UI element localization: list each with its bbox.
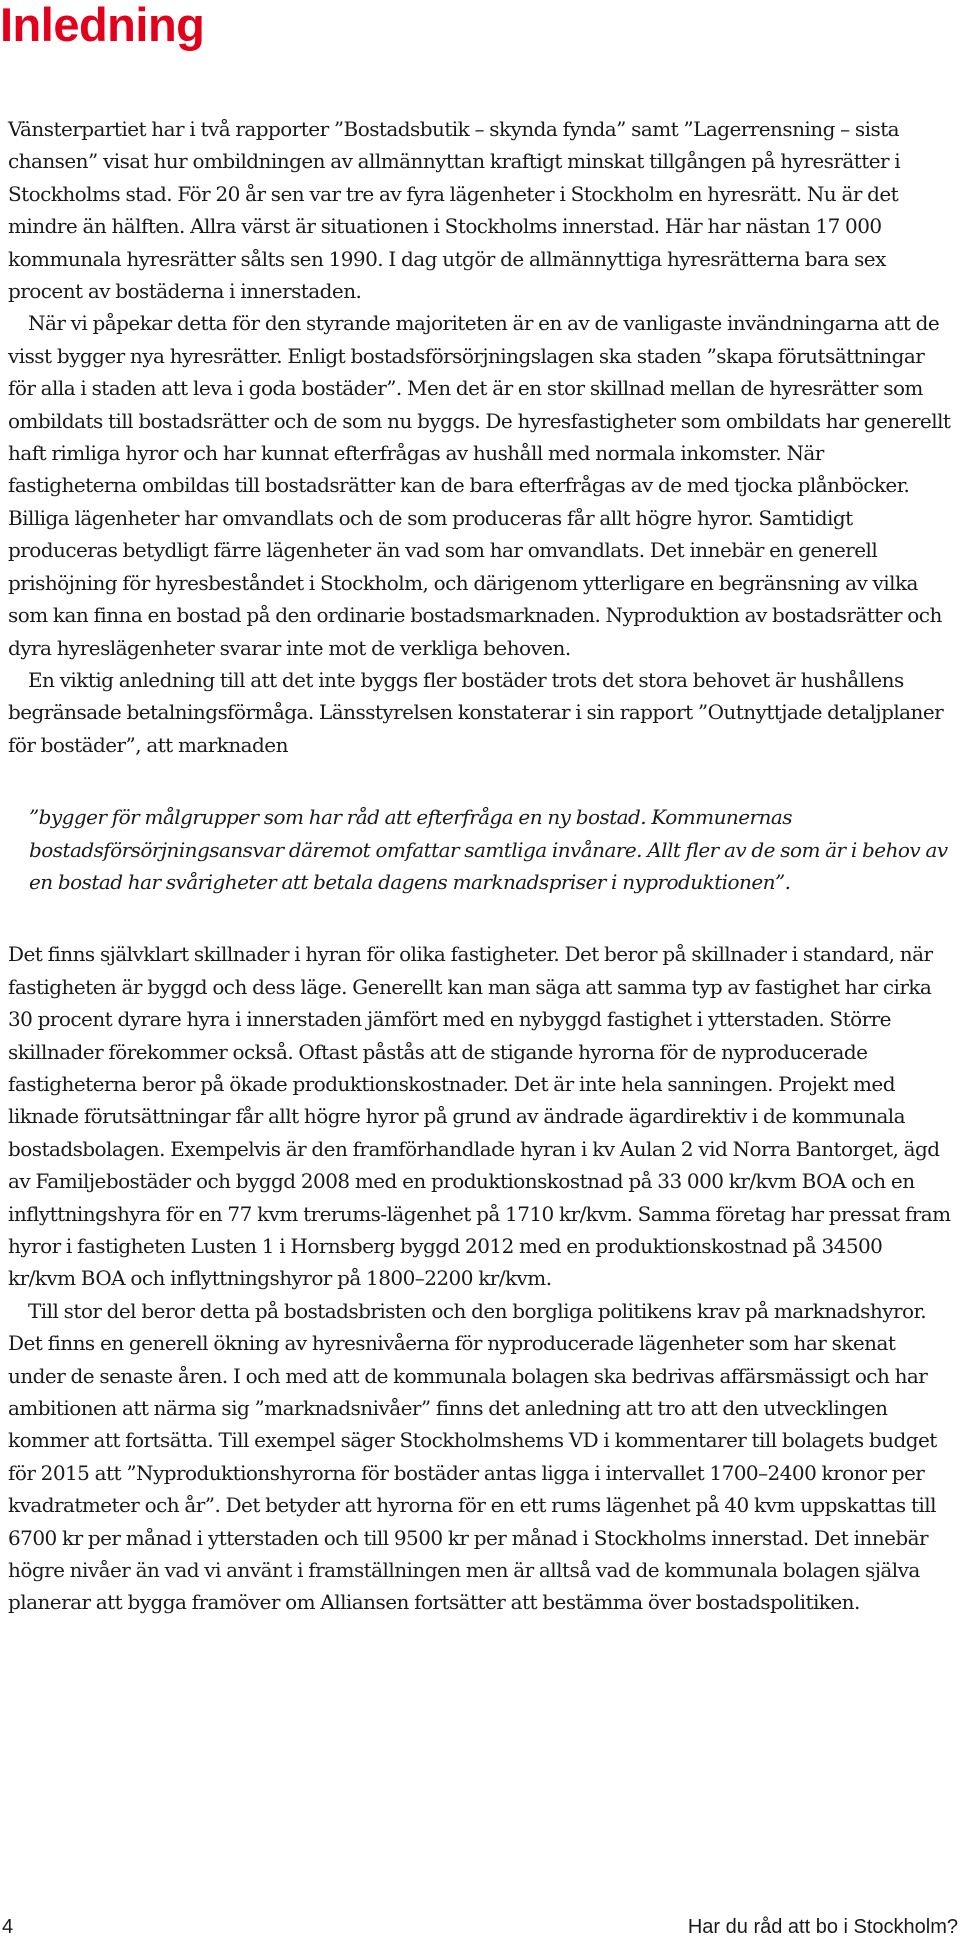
running-title: Har du råd att bo i Stockholm? (687, 1916, 958, 1938)
page-footer (0, 1916, 960, 1942)
block-quote: ”bygger för målgrupper som har råd att efterfråga en ny bostad. Kommunernas bostadsförsörjningsansvar däremot omfattar samtliga invånare. Allt fler av de som är i behov av en bostad har svårigheter att betala dagens marknadspriser i nyproduktionen”. (29, 805, 948, 894)
paragraph: Till stor del beror detta på bostadsbristen och den borgliga politikens krav på marknadshyror. Det finns en generell ökning av hyresnivåerna för nyproducerade lägenheter som har skenat under de senaste åren. I och med att de kommunala bolagen ska bedrivas affärsmässigt och har ambitionen att närma sig ”marknadsnivåer” finns det anledning att tro att den utvecklingen kommer att fortsätta. Till exempel säger Stockholmshems VD i kommentarer till bolagets budget för 2015 att ”Nyproduktionshyrorna för bostäder antas ligga i intervallet 1700–2400 kronor per kvadratmeter och år”. Det betyder att hyrorna för en ett rums lägenhet på 40 kvm uppskattas till 6700 kr per månad i ytterstaden och till 9500 kr per månad i Stockholms innerstad. Det innebär högre nivåer än vad vi använt i framställningen men är alltså vad de kommunala bolagen själva planerar att bygga framöver om Alliansen fortsätter att bestämma över bostadspolitiken. (8, 1298, 937, 1615)
page-number: 4 (2, 1916, 14, 1938)
page-heading: Inledning (0, 0, 205, 51)
paragraph: En viktig anledning till att det inte byggs fler bostäder trots det stora behovet är hushållens begränsade betalningsförmåga. Länsstyrelsen konstaterar i sin rapport ”Outnyttjade detaljplaner för bostäder”, att marknaden (8, 667, 944, 757)
body-text (8, 113, 953, 1619)
paragraph: Vänsterpartiet har i två rapporter ”Bostadsbutik – skynda fynda” samt ”Lagerrensning – sista chansen” visat hur ombildningen av allmännyttan kraftigt minskat tillgången på hyresrätter i Stockholms stad. För 20 år sen var tre av fyra lägenheter i Stockholm en hyresrätt. Nu är det mindre än hälften. Allra värst är situationen i Stockholms innerstad. Här har nästan 17 000 kommunala hyresrätter sålts sen 1990. I dag utgör de allmännyttiga hyresrätterna bara sex procent av bostäderna i innerstaden. (8, 117, 901, 304)
paragraph: När vi påpekar detta för den styrande majoriteten är en av de vanligaste invändningarna att de visst bygger nya hyresrätter. Enligt bostadsförsörjningslagen ska staden ”skapa förutsättningar för alla i staden att leva i goda bostäder”. Men det är en stor skillnad mellan de hyresrätter som ombildats till bostadsrätter och de som nu byggs. De hyresfastigheter som ombildats har generellt haft rimliga hyror och har kunnat efterfrågas av hushåll med normala inkomster. När fastigheterna ombildas till bostadsrätter kan de bara efterfrågas av de med tjocka plånböcker. Billiga lägenheter har omvandlats och de som produceras får allt högre hyror. Samtidigt produceras betydligt färre lägenheter än vad som har omvandlats. Det innebär en generell prishöjning för hyresbeståndet i Stockholm, och därigenom ytterligare en begränsning av vilka som kan finna en bostad på den ordinarie bostadsmarknaden. Nyproduktion av bostadsrätter och dyra hyreslägenheter svarar inte mot de verkliga behoven. (8, 311, 951, 660)
paragraph: Det finns självklart skillnader i hyran för olika fastigheter. Det beror på skillnader i standard, när fastigheten är byggd och dess läge. Generellt kan man säga att samma typ av fastighet har cirka 30 procent dyrare hyra i innerstaden jämfört med en nybyggd fastighet i ytterstaden. Större skillnader förekommer också. Oftast påstås att de stigande hyrorna för de nyproducerade fastigheterna beror på ökade produktionskostnader. Det är inte hela sanningen. Projekt med liknade förutsättningar får allt högre hyror på grund av ändrade ägardirektiv i de kommunala bostadsbolagen. Exempelvis är den framförhandlade hyran i kv Aulan 2 vid Norra Bantorget, ägd av Familjebostäder och byggd 2008 med en produktionskostnad på 33 000 kr/kvm BOA och en inflyttningshyra för en 77 kvm trerums-lägenhet på 1710 kr/kvm. Samma företag har pressat fram hyror i fastigheten Lusten 1 i Hornsberg byggd 2012 med en produktionskostnad på 34500 kr/kvm BOA och inflyttningshyror på 1800–2200 kr/kvm. (8, 942, 951, 1291)
